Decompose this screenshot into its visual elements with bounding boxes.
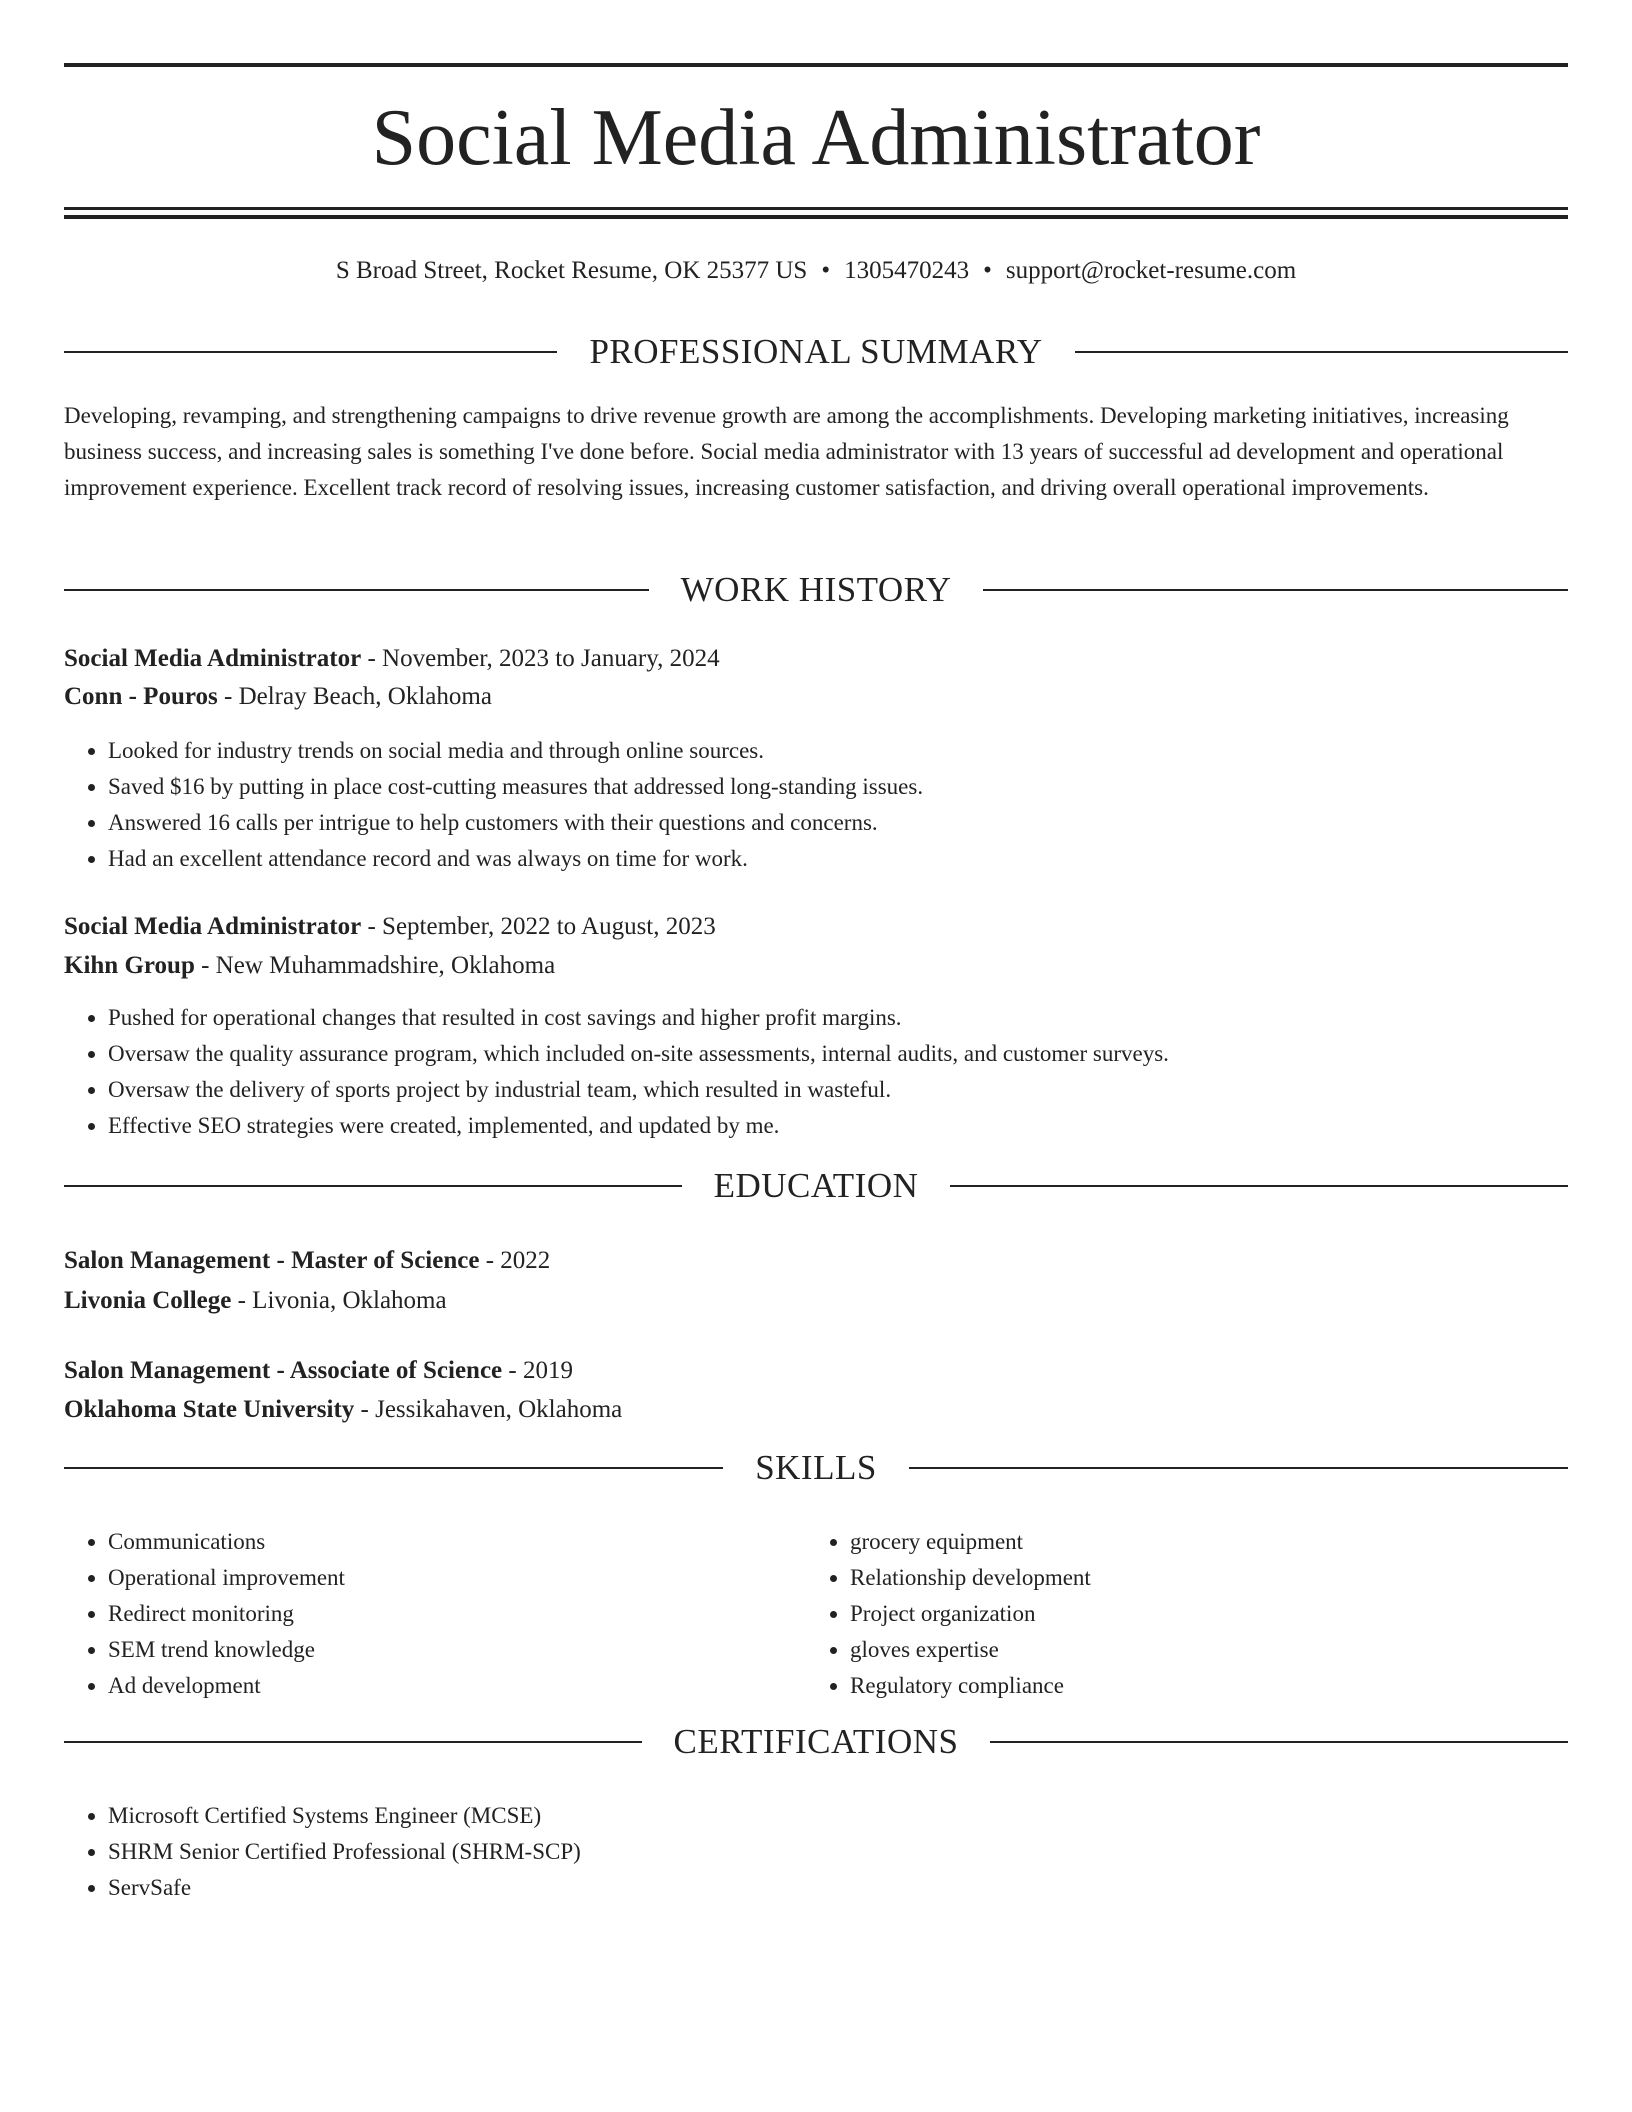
section-title: CERTIFICATIONS [673,1722,959,1761]
contact-address: S Broad Street, Rocket Resume, OK 25377 US [335,257,808,284]
education-degree: Salon Management - Associate of Science [64,1357,503,1384]
section-title: SKILLS [755,1448,877,1487]
contact-email: support@rocket-resume.com [1005,257,1297,284]
skill-item: • Communications [108,1524,806,1560]
contact-phone: 1305470243 [844,257,970,284]
skills-columns [64,1524,1568,1704]
section-header-education [64,1164,1568,1208]
contact-separator: • [821,257,831,284]
list-item: • Oversaw the delivery of sports project by industrial team, which resulted in wasteful. [108,1072,1612,1108]
skills-list-right [806,1524,1548,1704]
skill-item: • grocery equipment [850,1524,1548,1560]
section-divider [64,589,649,591]
summary-text: Developing, revamping, and strengthening campaigns to drive revenue growth are among the accomplishments. Developing marketing initiatives, increasing business success, and increasing sales is something I've done before. Social media administrator with 13 years of successful ad development and operational improvement experience. Excellent track record of resolving issues, increasing customer satisfaction, and driving overall operational improvements. [64,403,1509,500]
candidate-name: Social Media Administrator [371,94,1261,182]
list-item: • Answered 16 calls per intrigue to help customers with their questions and concerns. [108,805,1612,841]
education-degree: Salon Management - Master of Science [64,1247,480,1274]
list-item: • Looked for industry trends on social media and through online sources. [108,733,1612,769]
name-rule-lower [64,215,1568,219]
education-year: - 2019 [502,1357,573,1384]
education-school: Oklahoma State University [64,1396,355,1423]
education-school-line [64,1282,1568,1320]
section-divider [990,1741,1568,1743]
job-bullets [64,733,1612,877]
job-dates: - September, 2022 to August, 2023 [361,913,716,940]
certification-item: • ServSafe [108,1870,1612,1906]
contact-separator: • [983,257,992,284]
skill-item: • gloves expertise [850,1632,1548,1668]
list-item: • Had an excellent attendance record and was always on time for work. [108,841,1612,877]
job-title-line [64,640,1568,678]
job-title: Social Media Administrator [64,913,362,940]
list-item: • Pushed for operational changes that resulted in cost savings and higher profit margins. [108,1000,1612,1036]
skills-list-left [64,1524,806,1704]
top-rule [64,63,1568,67]
skill-item: • Ad development [108,1668,806,1704]
section-header-summary [64,330,1568,374]
education-degree-line [64,1242,1568,1280]
job-company-line [64,678,1568,716]
job-location: - New Muhammadshire, Oklahoma [194,952,556,979]
section-header-work [64,568,1568,612]
job-location: - Delray Beach, Oklahoma [217,683,492,710]
list-item: • Effective SEO strategies were created, implemented, and updated by me. [108,1108,1612,1144]
education-location: - Livonia, Oklahoma [231,1287,447,1314]
certifications-list [64,1798,1612,1906]
section-divider [64,1185,682,1187]
education-school-line [64,1391,1568,1429]
job-company: Conn - Pouros [64,683,218,710]
section-divider [64,1741,642,1743]
certification-item: • Microsoft Certified Systems Engineer (MCSE) [108,1798,1612,1834]
job-bullets [64,1000,1612,1144]
section-header-certifications [64,1720,1568,1764]
section-title: WORK HISTORY [680,570,952,609]
job-title: Social Media Administrator [64,645,362,672]
education-year: - 2022 [479,1247,551,1274]
section-title: EDUCATION [713,1166,919,1205]
name-rule-upper [64,207,1568,210]
skill-item: • Operational improvement [108,1560,806,1596]
job-company: Kihn Group [64,952,195,979]
section-divider [64,1467,723,1469]
section-title: PROFESSIONAL SUMMARY [589,332,1043,371]
contact-line [64,254,1568,288]
list-item: • Oversaw the quality assurance program, which included on-site assessments, internal audits, and customer surveys. [108,1036,1612,1072]
section-divider [1075,351,1568,353]
education-location: - Jessikahaven, Oklahoma [354,1396,623,1423]
section-divider [909,1467,1568,1469]
section-divider [64,351,557,353]
education-degree-line [64,1352,1568,1390]
list-item: • Saved $16 by putting in place cost-cutting measures that addressed long-standing issues. [108,769,1612,805]
section-divider [950,1185,1568,1187]
job-dates: - November, 2023 to January, 2024 [361,645,720,672]
education-school: Livonia College [64,1287,232,1314]
skill-item: • Project organization [850,1596,1548,1632]
skill-item: • Redirect monitoring [108,1596,806,1632]
certification-item: • SHRM Senior Certified Professional (SHRM-SCP) [108,1834,1612,1870]
job-company-line [64,947,1568,985]
skill-item: • Regulatory compliance [850,1668,1548,1704]
skill-item: • SEM trend knowledge [108,1632,806,1668]
skill-item: • Relationship development [850,1560,1548,1596]
section-divider [983,589,1568,591]
job-title-line [64,908,1568,946]
section-header-skills [64,1446,1568,1490]
